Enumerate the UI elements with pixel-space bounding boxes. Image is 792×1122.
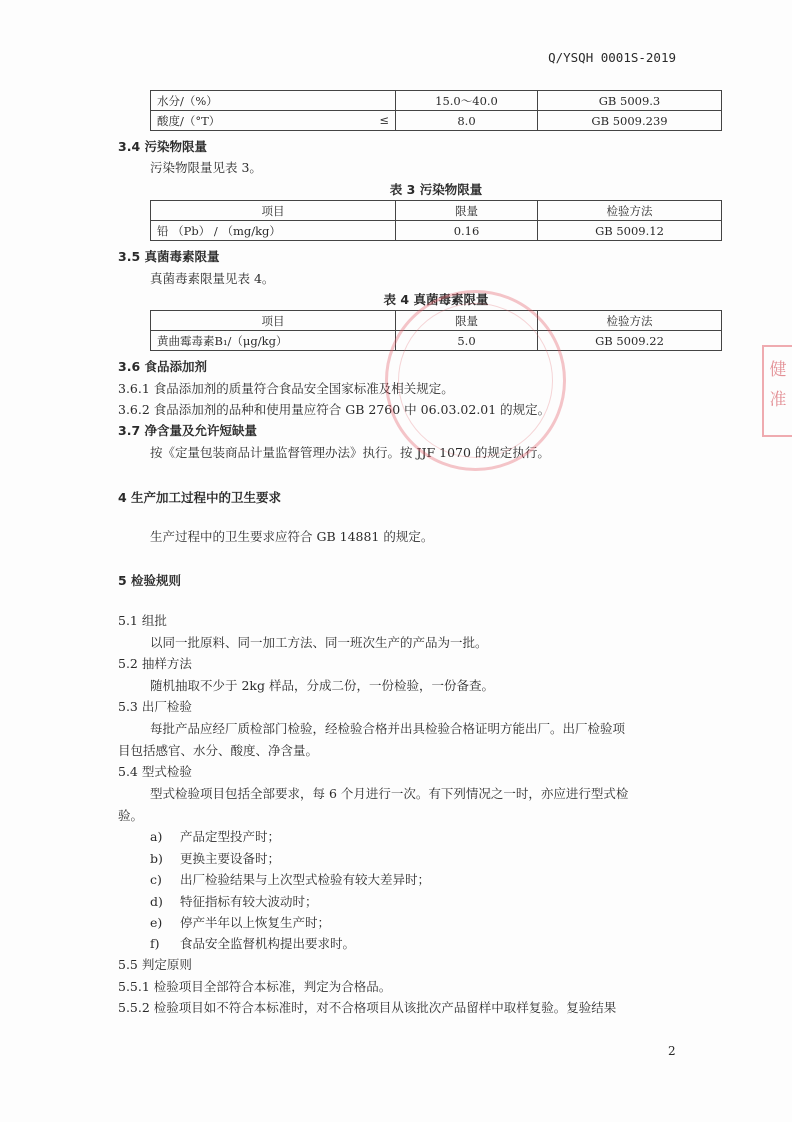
clause-5-5-1: 5.5.1 检验项目全部符合本标准，判定为合格品。 — [118, 979, 392, 994]
list-item — [150, 870, 430, 890]
list-text: 食品安全监督机构提出要求时。 — [180, 936, 356, 951]
list-item — [150, 849, 280, 869]
list-marker: d) — [150, 894, 163, 909]
list-item — [150, 892, 318, 912]
item: 酸度/（°T） — [157, 113, 221, 128]
limit: 5.0 — [396, 331, 538, 351]
paragraph: 真菌毒素限量见表 4。 — [150, 271, 275, 286]
table-row — [151, 221, 722, 241]
header-cell: 项目 — [151, 201, 396, 221]
table-row — [151, 91, 722, 111]
header-cell: 检验方法 — [538, 201, 722, 221]
list-marker: b) — [150, 851, 163, 866]
paragraph: 随机抽取不少于 2kg 样品，分成二份，一份检验，一份备查。 — [150, 678, 494, 693]
list-marker: e) — [150, 915, 163, 930]
limit: 15.0～40.0 — [396, 91, 538, 111]
clause-3-6-2: 3.6.2 食品添加剂的品种和使用量应符合 GB 2760 中 06.03.02.01 的规定。 — [118, 402, 551, 417]
section-3-6-heading: 3.6 食品添加剂 — [118, 359, 207, 374]
paragraph: 型式检验项目包括全部要求，每 6 个月进行一次。有下列情况之一时，亦应进行型式检 — [150, 786, 629, 801]
list-item — [150, 934, 355, 954]
list-marker: c) — [150, 872, 162, 887]
list-text: 出厂检验结果与上次型式检验有较大差异时； — [180, 872, 431, 887]
paragraph: 每批产品应经厂质检部门检验，经检验合格并出具检验合格证明方能出厂。出厂检验项 — [150, 721, 626, 736]
list-marker: f) — [150, 936, 160, 951]
page-number: 2 — [668, 1044, 676, 1058]
item: 铅 （Pb） / （mg/kg） — [151, 221, 396, 241]
header-cell: 检验方法 — [538, 311, 722, 331]
table-3 — [150, 200, 722, 241]
operator: ≤ — [379, 112, 389, 127]
section-3-7-heading: 3.7 净含量及允许短缺量 — [118, 423, 257, 438]
method: GB 5009.22 — [538, 331, 722, 351]
paragraph-continued: 验。 — [118, 808, 144, 823]
seal-char: 健 — [769, 360, 787, 380]
table-3-caption: 表 3 污染物限量 — [389, 182, 483, 197]
list-text: 特征指标有较大波动时； — [180, 894, 318, 909]
section-5-4-heading: 5.4 型式检验 — [118, 764, 192, 779]
table-4-caption: 表 4 真菌毒素限量 — [383, 292, 489, 307]
table-2-continued — [150, 90, 722, 131]
paragraph: 以同一批原料、同一加工方法、同一班次生产的产品为一批。 — [150, 635, 488, 650]
limit: 8.0 — [396, 111, 538, 131]
paragraph: 按《定量包装商品计量监督管理办法》执行。按 JJF 1070 的规定执行。 — [150, 445, 550, 460]
section-5-2-heading: 5.2 抽样方法 — [118, 656, 192, 671]
table-header-row — [151, 201, 722, 221]
section-5-1-heading: 5.1 组批 — [118, 613, 167, 628]
section-5-3-heading: 5.3 出厂检验 — [118, 699, 192, 714]
paragraph-continued: 目包括感官、水分、酸度、净含量。 — [118, 743, 319, 758]
document-code: Q/YSQH 0001S-2019 — [548, 50, 676, 65]
list-item — [150, 913, 330, 933]
side-seal-mark — [762, 345, 792, 437]
method: GB 5009.12 — [538, 221, 722, 241]
section-3-4-heading: 3.4 污染物限量 — [118, 139, 207, 154]
header-cell: 限量 — [396, 201, 538, 221]
clause-3-6-1: 3.6.1 食品添加剂的质量符合食品安全国家标准及相关规定。 — [118, 381, 454, 396]
list-marker: a) — [150, 829, 163, 844]
table-row — [151, 111, 722, 131]
list-text: 产品定型投产时； — [180, 829, 281, 844]
paragraph: 污染物限量见表 3。 — [150, 160, 262, 175]
paragraph: 生产过程中的卫生要求应符合 GB 14881 的规定。 — [150, 529, 434, 544]
method: GB 5009.239 — [538, 111, 722, 131]
item: 黄曲霉毒素B₁/（μg/kg） — [151, 331, 396, 351]
list-text: 停产半年以上恢复生产时； — [180, 915, 331, 930]
header-cell: 限量 — [396, 311, 538, 331]
section-4-heading: 4 生产加工过程中的卫生要求 — [118, 490, 282, 505]
seal-char: 准 — [769, 390, 787, 410]
limit: 0.16 — [396, 221, 538, 241]
section-5-5-heading: 5.5 判定原则 — [118, 957, 192, 972]
header-cell: 项目 — [151, 311, 396, 331]
item: 水分/（%） — [157, 93, 218, 108]
list-item — [150, 827, 280, 847]
section-3-5-heading: 3.5 真菌毒素限量 — [118, 249, 220, 264]
section-5-heading: 5 检验规则 — [118, 573, 182, 588]
method: GB 5009.3 — [538, 91, 722, 111]
list-text: 更换主要设备时； — [180, 851, 281, 866]
clause-5-5-2: 5.5.2 检验项目如不符合本标准时，对不合格项目从该批次产品留样中取样复验。复验结果 — [118, 1000, 617, 1015]
official-seal-stamp — [385, 290, 566, 471]
